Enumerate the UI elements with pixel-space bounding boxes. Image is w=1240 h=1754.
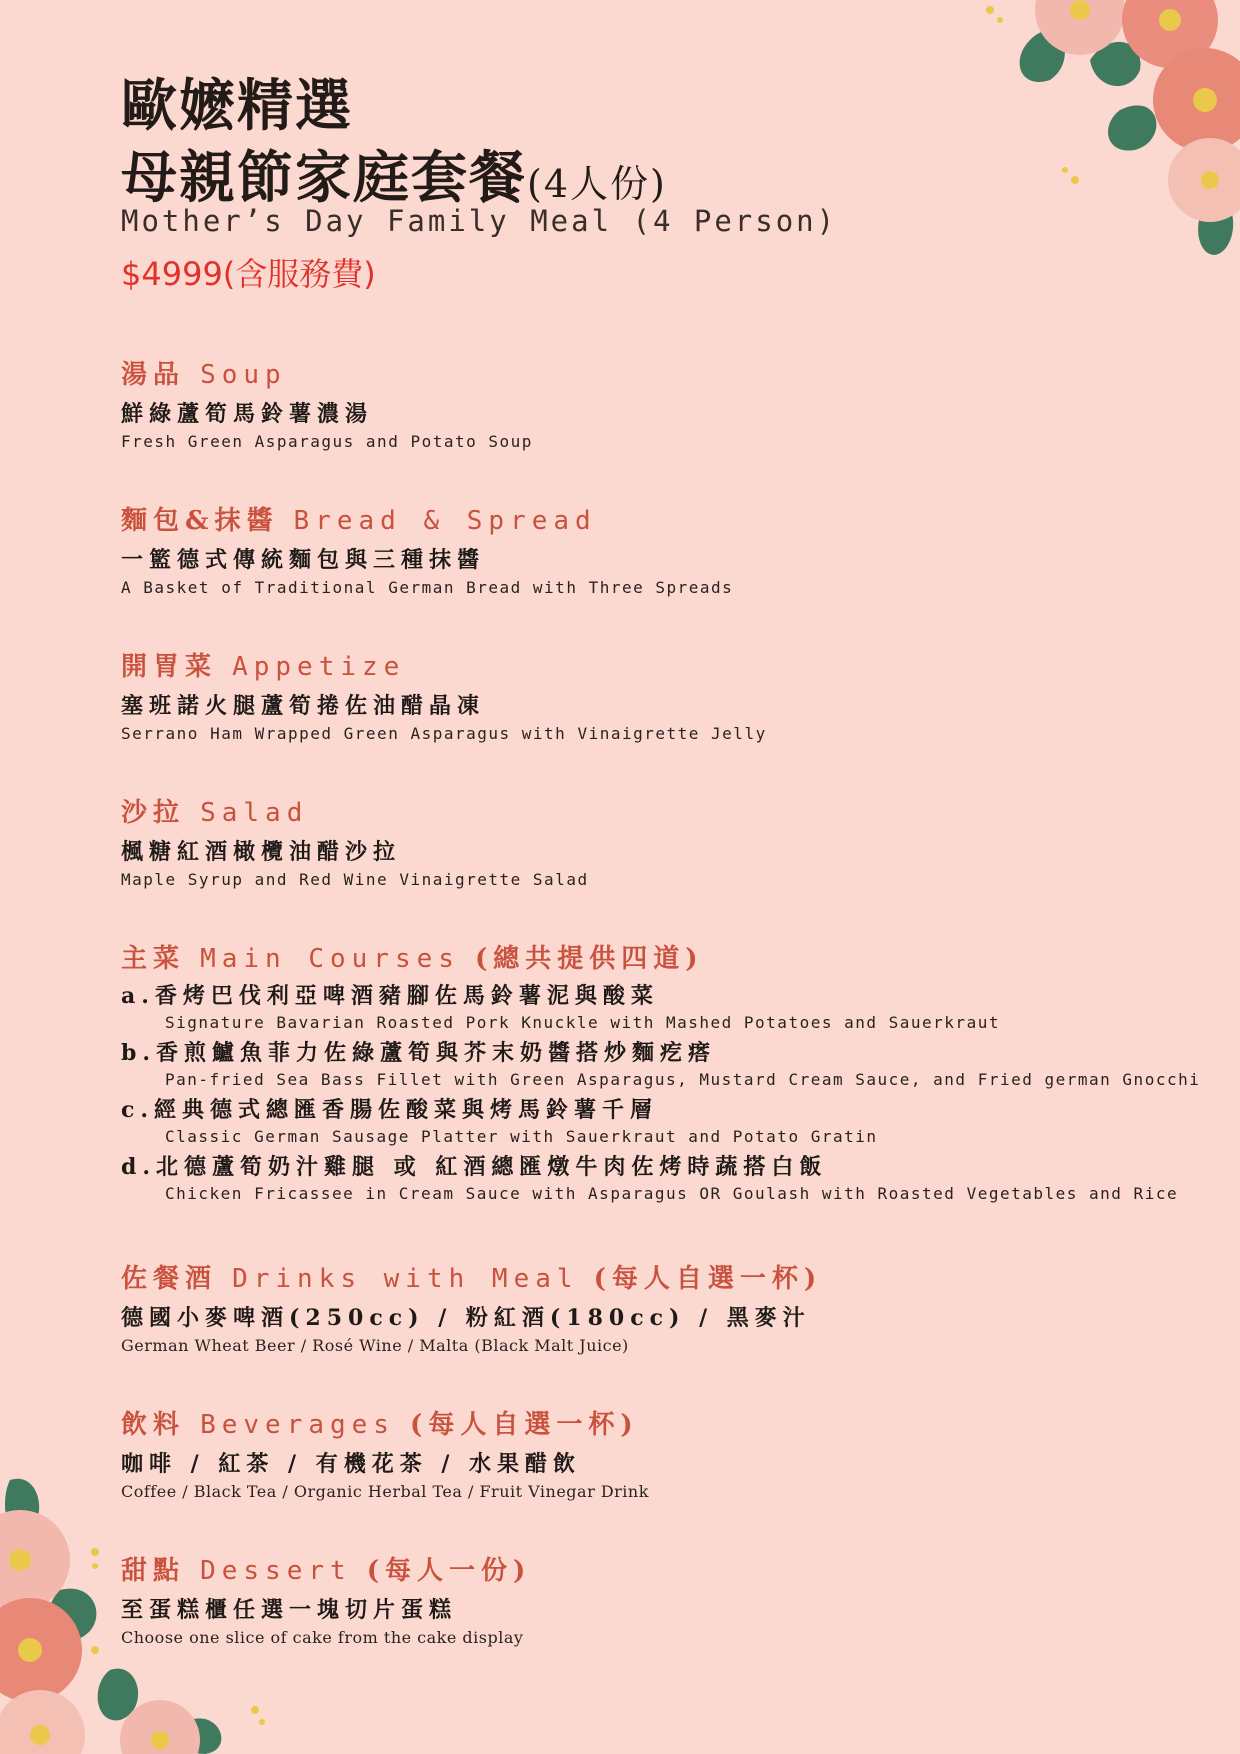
- section-title-en: Soup: [200, 360, 287, 390]
- section-title: [121, 1258, 1221, 1295]
- dish-name-zh: 一籃德式傳統麵包與三種抹醬: [121, 547, 486, 573]
- section-title: [121, 1550, 1221, 1587]
- dish-name-en: Signature Bavarian Roasted Pork Knuckle with Mashed Potatoes and Sauerkraut: [165, 1013, 1000, 1032]
- dish-name-en: Coffee / Black Tea / Organic Herbal Tea / Fruit Vinegar Drink: [121, 1482, 649, 1501]
- menu-title-line1: 歐嬷精選: [121, 73, 353, 139]
- section-title: [121, 792, 1221, 829]
- section-title: [121, 938, 1221, 975]
- dish-name-en: A Basket of Traditional German Bread with Three Spreads: [121, 578, 734, 597]
- section-salad: [121, 792, 1221, 889]
- section-appetizer: [121, 646, 1221, 743]
- menu-price: $4999(含服務費): [121, 255, 376, 293]
- flower-decoration-top-right-icon: [970, 0, 1240, 270]
- dish-name-en: Choose one slice of cake from the cake display: [121, 1628, 524, 1647]
- section-title-en: Main Courses: [200, 944, 460, 974]
- dish-name-zh: 鮮綠蘆筍馬鈴薯濃湯: [121, 401, 374, 427]
- dish-name-zh: 德國小麥啤酒(250cc) / 粉紅酒(180cc) / 黑麥汁: [121, 1305, 811, 1331]
- section-title-zh: 沙拉: [121, 798, 186, 828]
- section-beverages: [121, 1404, 1221, 1501]
- dish-name-en: Maple Syrup and Red Wine Vinaigrette Salad: [121, 870, 589, 889]
- section-title-zh: 甜點: [121, 1556, 186, 1586]
- dish-name-en: Classic German Sausage Platter with Sauerkraut and Potato Gratin: [165, 1127, 878, 1146]
- section-drinks: [121, 1258, 1221, 1355]
- main-course-item: [121, 979, 1221, 1032]
- section-title-zh: 開胃菜: [121, 652, 218, 682]
- menu-subtitle: Mother’s Day Family Meal (4 Person): [121, 204, 838, 238]
- dish-name-zh: 楓糖紅酒橄欖油醋沙拉: [121, 839, 402, 865]
- section-title-note: (每人一份): [366, 1556, 532, 1586]
- section-title-en: Beverages: [200, 1410, 395, 1440]
- section-title: [121, 500, 1221, 537]
- dish-name-en: Fresh Green Asparagus and Potato Soup: [121, 432, 533, 451]
- section-title-en: Appetize: [232, 652, 406, 682]
- section-dessert: [121, 1550, 1221, 1647]
- section-main-courses: [121, 938, 1221, 1203]
- section-title-note: (每人自選一杯): [593, 1264, 823, 1294]
- menu-title-portion: (4人份): [527, 162, 667, 206]
- dish-name-zh: b.香煎鱸魚菲力佐綠蘆筍與芥末奶醬搭炒麵疙瘩: [121, 1040, 717, 1066]
- section-title-en: Salad: [200, 798, 309, 828]
- section-title: [121, 646, 1221, 683]
- dish-name-zh: 塞班諾火腿蘆筍捲佐油醋晶凍: [121, 693, 486, 719]
- section-soup: [121, 354, 1221, 451]
- main-course-item: [121, 1036, 1221, 1089]
- dish-name-en: Pan-fried Sea Bass Fillet with Green Asparagus, Mustard Cream Sauce, and Fried german Gnocchi: [165, 1070, 1201, 1089]
- dish-name-en: Chicken Fricassee in Cream Sauce with Asparagus OR Goulash with Roasted Vegetables and Rice: [165, 1184, 1179, 1203]
- section-title-en: Dessert: [200, 1556, 352, 1586]
- section-title-en: Drinks with Meal: [232, 1264, 579, 1294]
- dish-name-zh: 至蛋糕櫃任選一塊切片蛋糕: [121, 1597, 458, 1623]
- dish-name-zh: 咖啡 / 紅茶 / 有機花茶 / 水果醋飲: [121, 1451, 582, 1477]
- main-course-item: [121, 1150, 1221, 1203]
- section-title-zh: 飲料: [121, 1410, 186, 1440]
- section-bread: [121, 500, 1221, 597]
- section-title-zh: 麵包&抹醬: [121, 506, 279, 536]
- section-title: [121, 1404, 1221, 1441]
- section-title-zh: 佐餐酒: [121, 1264, 218, 1294]
- main-course-item: [121, 1093, 1221, 1146]
- dish-name-zh: a.香烤巴伐利亞啤酒豬腳佐馬鈴薯泥與酸菜: [121, 983, 659, 1009]
- section-title-note: (總共提供四道): [474, 944, 704, 974]
- menu-title-line2: [121, 134, 667, 214]
- section-title-zh: 主菜: [121, 944, 186, 974]
- section-title-note: (每人自選一杯): [410, 1410, 639, 1440]
- dish-name-en: Serrano Ham Wrapped Green Asparagus with Vinaigrette Jelly: [121, 724, 767, 743]
- section-title: [121, 354, 1221, 391]
- section-title-en: Bread & Spread: [293, 506, 597, 536]
- menu-title-main: 母親節家庭套餐: [121, 145, 527, 211]
- dish-name-zh: c.經典德式總匯香腸佐酸菜與烤馬鈴薯千層: [121, 1097, 659, 1123]
- dish-name-en: German Wheat Beer / Rosé Wine / Malta (Black Malt Juice): [121, 1336, 629, 1355]
- section-title-zh: 湯品: [121, 360, 186, 390]
- dish-name-zh: d.北德蘆筍奶汁雞腿 或 紅酒總匯燉牛肉佐烤時蔬搭白飯: [121, 1154, 828, 1180]
